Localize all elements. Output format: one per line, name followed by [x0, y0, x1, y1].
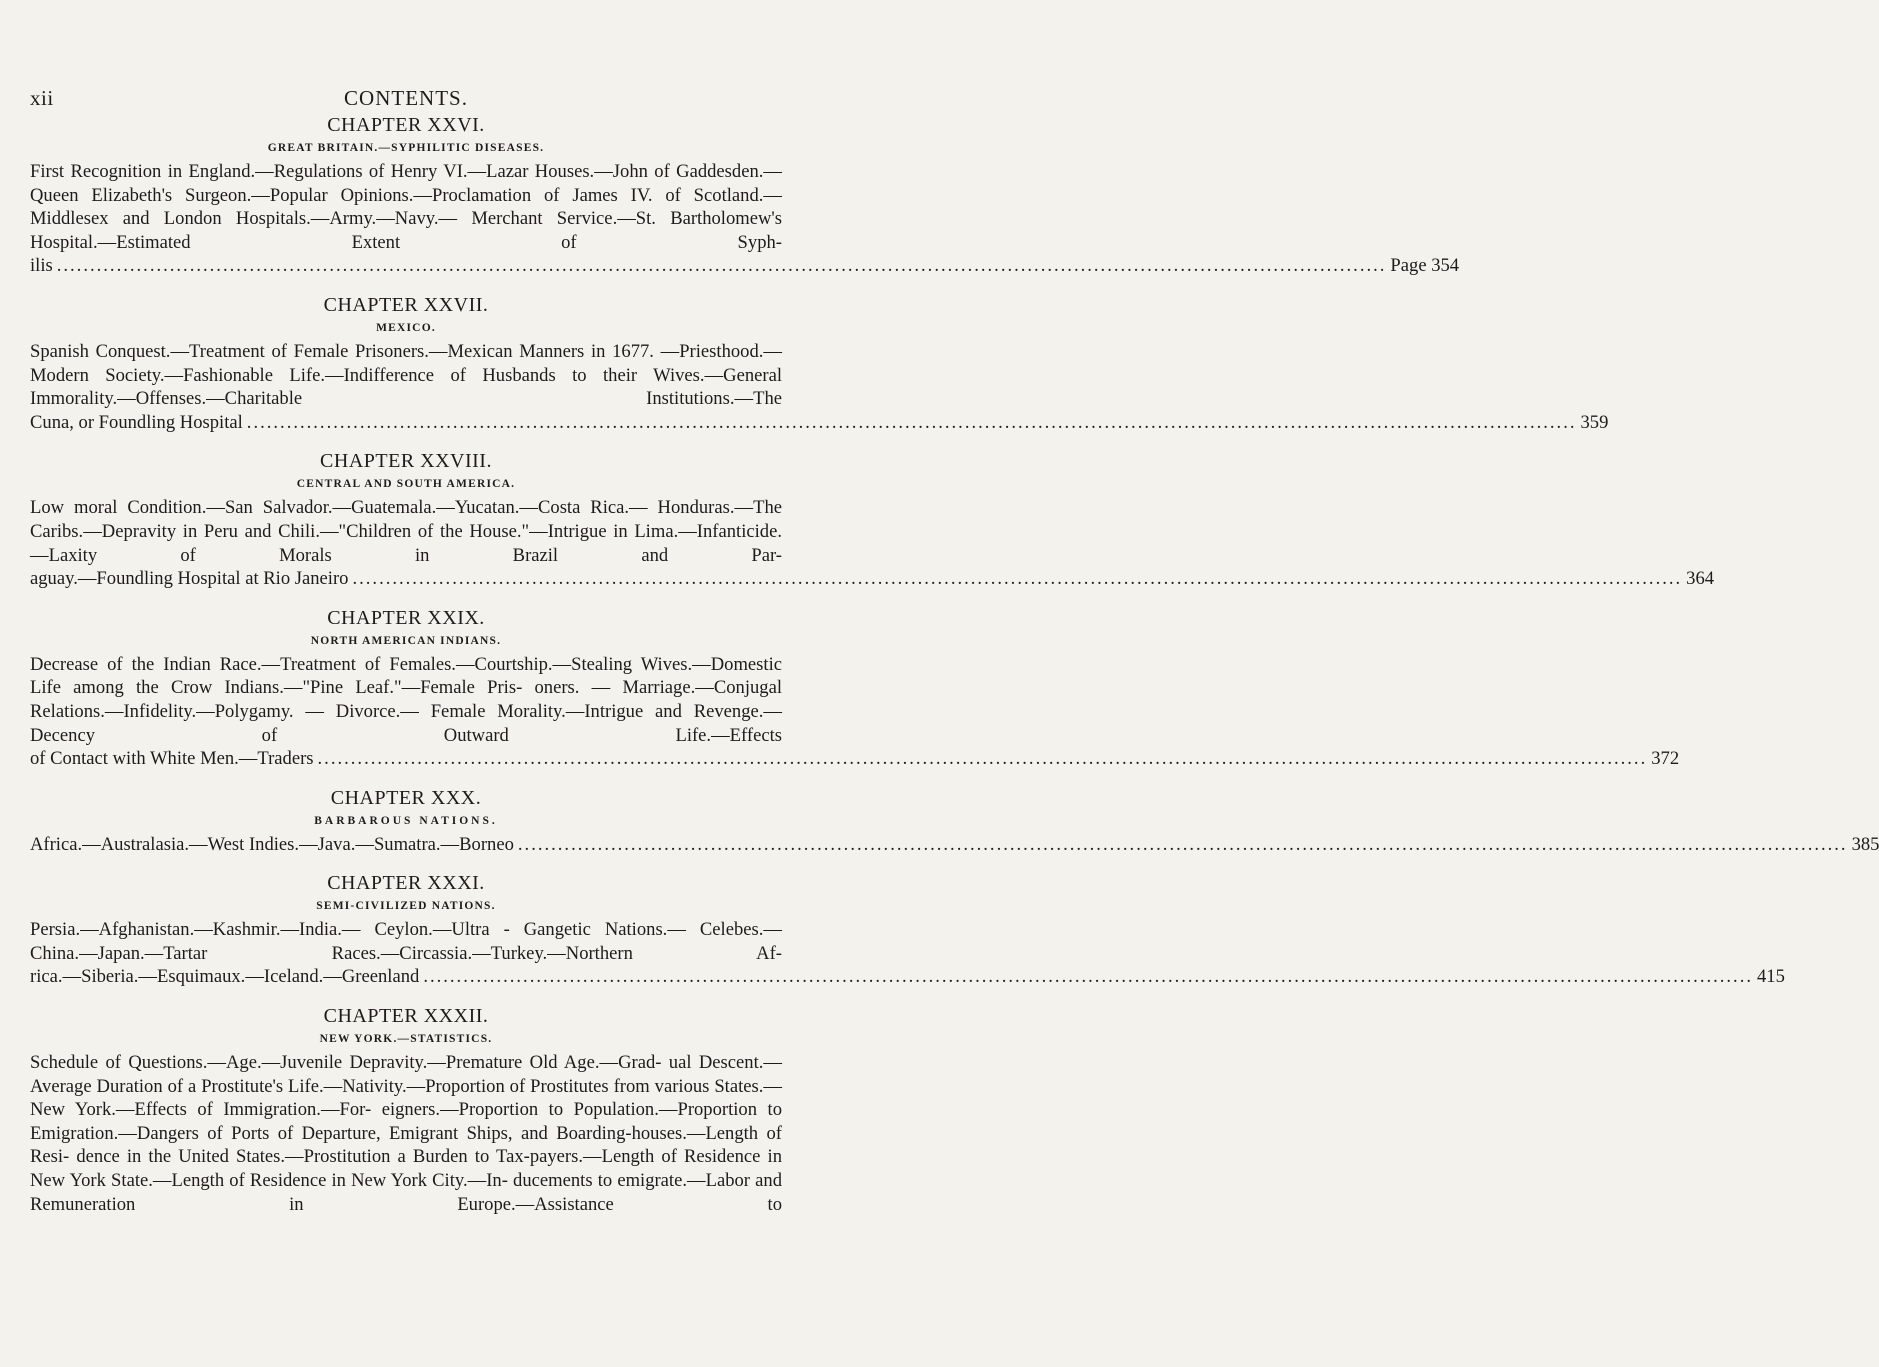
chapter-summary-last-line: Africa.—Australasia.—West Indies.—Java.—Sumatra.—Borneo [30, 833, 514, 855]
dot-leader: ........................................................................................................................................................................................................ [246, 411, 1577, 433]
chapter-subtitle: NEW YORK.—STATISTICS. [319, 1033, 493, 1046]
dot-leader: ........................................................................................................................................................................................................ [423, 966, 1753, 988]
page-reference[interactable]: Page 354 [1390, 255, 1460, 277]
chapter-title: CHAPTER XXIX. [327, 606, 485, 629]
chapter-title: CHAPTER XXXII. [323, 1005, 489, 1028]
chapter-summary-last-line: of Contact with White Men.—Traders [30, 748, 314, 770]
chapter-entry [30, 1003, 782, 1216]
chapter-entry [30, 605, 1680, 771]
chapter-summary [30, 1051, 782, 1216]
chapter-title: CHAPTER XXXI. [327, 872, 485, 895]
chapter-summary-text: Low moral Condition.—San Salvador.—Guatemala.—Yucatan.—Costa Rica.— Honduras.—The Caribs.—Depravity in Peru and Chili.—"Children of the House."—Intrigue in Lima.—Infanticide.—Laxity of Morals in Brazil and Par- [30, 497, 782, 566]
page-reference[interactable]: 359 [1580, 411, 1609, 433]
chapter-entry [30, 870, 1785, 989]
page-reference[interactable]: 385 [1851, 833, 1879, 855]
dot-leader: ........................................................................................................................................................................................................ [352, 568, 1683, 590]
chapter-subtitle: NORTH AMERICAN INDIANS. [310, 634, 502, 647]
chapter-entry [30, 292, 1609, 434]
chapter-summary-text: First Recognition in England.—Regulations of Henry VI.—Lazar Houses.—John of Gaddesden.—Queen Elizabeth's Surgeon.—Popular Opinions.—Proclamation of James IV. of Scotland.—Middlesex and London Hospitals.—Army.—Navy.— Merchant Service.—St. Bartholomew's Hospital.—Estimated Extent of Syph- [30, 161, 782, 253]
page-reference[interactable]: 364 [1686, 568, 1715, 590]
leader-row [30, 833, 1879, 857]
dot-leader: ........................................................................................................................................................................................................ [517, 833, 1848, 855]
chapter-summary-last-line: Cuna, or Foundling Hospital [30, 411, 243, 433]
contents-page [30, 0, 1879, 1230]
chapter-summary [30, 160, 1460, 278]
chapter-list [30, 112, 1879, 1216]
chapter-subtitle: MEXICO. [376, 321, 436, 334]
running-head [30, 0, 782, 112]
chapter-summary-text: Persia.—Afghanistan.—Kashmir.—India.— Ceylon.—Ultra - Gangetic Nations.— Celebes.—China.—Japan.—Tartar Races.—Circassia.—Turkey.—Northern Af- [30, 919, 782, 964]
chapter-summary-text: Decrease of the Indian Race.—Treatment of Females.—Courtship.—Stealing Wives.—Domestic Life among the Crow Indians.—"Pine Leaf."—Female Pris- oners. — Marriage.—Conjugal Relations.—Infidelity.—Polygamy. — Divorce.— Female Morality.—Intrigue and Revenge.—Decency of Outward Life.—Effects [30, 653, 782, 746]
chapter-summary-last-line: rica.—Siberia.—Esquimaux.—Iceland.—Greenland [30, 966, 420, 988]
chapter-summary-text: Schedule of Questions.—Age.—Juvenile Depravity.—Premature Old Age.—Grad- ual Descent.—Average Duration of a Prostitute's Life.—Nativity.—Proportion of Prostitutes from various States.—New York.—Effects of Immigration.—For- eigners.—Proportion to Population.—Proportion to Emigration.—Dangers of Ports of Departure, Emigrant Ships, and Boarding-houses.—Length of Resi- dence in the United States.—Prostitution a Burden to Tax-payers.—Length of Residence in New York State.—Length of Residence in New York City.—In- ducements to emigrate.—Labor and Remuneration in Europe.—Assistance to [30, 1052, 782, 1215]
chapter-summary-last-line: aguay.—Foundling Hospital at Rio Janeiro [30, 568, 349, 590]
dot-leader: ........................................................................................................................................................................................................ [56, 255, 1387, 277]
leader-row [30, 747, 1680, 771]
dot-leader: ........................................................................................................................................................................................................ [317, 748, 1648, 770]
chapter-subtitle: CENTRAL AND SOUTH AMERICA. [296, 478, 516, 491]
page-number: xii [30, 86, 54, 110]
chapter-subtitle: BARBAROUS NATIONS. [314, 814, 498, 827]
page-reference[interactable]: 415 [1757, 966, 1785, 988]
leader-row [30, 411, 1609, 435]
leader-row [30, 567, 1715, 591]
chapter-title: CHAPTER XXX. [330, 786, 482, 809]
chapter-title: CHAPTER XXVII. [323, 293, 489, 316]
chapter-title: CHAPTER XXVI. [327, 114, 485, 136]
chapter-entry [30, 448, 1715, 590]
chapter-summary [30, 340, 1609, 434]
page-title: CONTENTS. [344, 86, 468, 110]
chapter-summary-last-line: ilis [30, 255, 53, 277]
chapter-summary [30, 653, 1680, 771]
chapter-summary [30, 496, 1715, 590]
chapter-subtitle: SEMI-CIVILIZED NATIONS. [316, 900, 496, 913]
chapter-entry [30, 112, 1460, 278]
chapter-summary-text: Spanish Conquest.—Treatment of Female Prisoners.—Mexican Manners in 1677. —Priesthood.—Modern Society.—Fashionable Life.—Indifference of Husbands to their Wives.—General Immorality.—Offenses.—Charitable Institutions.—The [30, 340, 782, 410]
chapter-entry [30, 785, 1879, 857]
chapter-summary [30, 918, 1785, 989]
chapter-subtitle: GREAT BRITAIN.—SYPHILITIC DISEASES. [267, 142, 545, 154]
chapter-title: CHAPTER XXVIII. [320, 450, 492, 473]
chapter-summary [30, 833, 1879, 857]
leader-row [30, 254, 1460, 278]
page-reference[interactable]: 372 [1651, 748, 1680, 770]
leader-row [30, 965, 1785, 989]
